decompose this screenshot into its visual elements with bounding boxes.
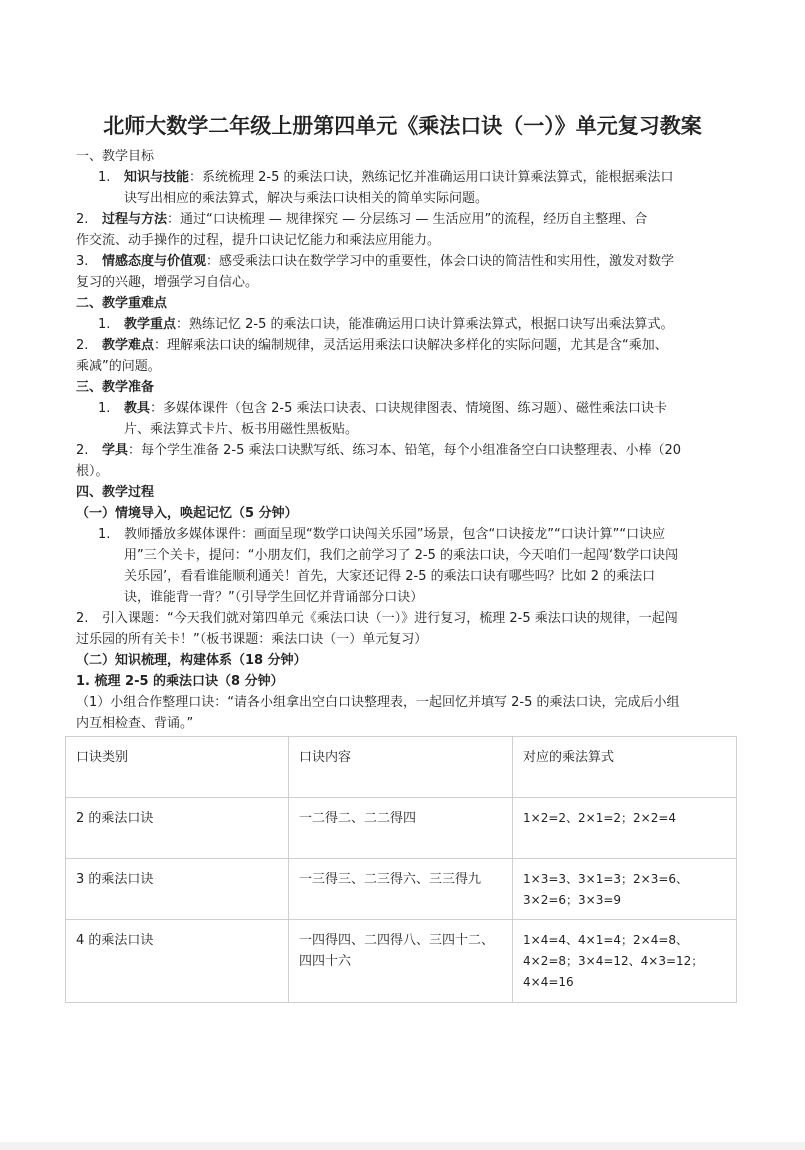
subsection-heading-intro: （一）情境导入，唤起记忆（5 分钟）	[76, 506, 298, 521]
category-cell: 3 的乘法口诀	[66, 859, 289, 920]
objective-item-2-cont: 作交流、动手操作的过程，提升口诀记忆能力和乘法应用能力。	[76, 233, 441, 248]
column-header: 口诀内容	[289, 737, 513, 798]
list-number: 2.	[76, 611, 89, 626]
activity-paragraph-cont: 内互相检查、背诵。”	[76, 716, 194, 731]
process-item-1-cont: 用”三个关卡，提问：“小朋友们，我们之前学习了 2-5 的乘法口诀，今天咱们一起闯‘数学口诀闯	[124, 548, 679, 563]
table-row	[66, 798, 737, 859]
objective-item-1-cont: 诀写出相应的乘法算式，解决与乘法口诀相关的简单实际问题。	[124, 191, 489, 206]
item-label: 教学重点	[124, 317, 177, 332]
item-text: ：多媒体课件（包含 2-5 乘法口诀表、口诀规律图表、情境图、练习题）、磁性乘法口诀卡	[150, 401, 668, 416]
item-label: 知识与技能	[124, 170, 190, 185]
content-cell: 一二得二、二二得四	[289, 798, 513, 859]
item-text: ：熟练记忆 2-5 的乘法口诀，能准确运用口诀计算乘法算式，根据口诀写出乘法算式。	[176, 317, 674, 332]
category-cell: 4 的乘法口诀	[66, 920, 289, 1003]
item-label: 情感态度与价值观	[102, 254, 207, 269]
content-cell: 一四得四、二四得八、三四十二、四四十六	[289, 920, 513, 1003]
table-row	[66, 859, 737, 920]
list-number: 1.	[98, 170, 111, 185]
table-header-row	[66, 737, 737, 798]
process-item-1	[98, 524, 665, 545]
preparation-item-2	[76, 440, 681, 461]
table-row	[66, 920, 737, 1003]
subsection-heading-review: （二）知识梳理，构建体系（18 分钟）	[76, 653, 307, 668]
item-label: 教学难点	[102, 338, 155, 353]
list-number: 1.	[98, 401, 111, 416]
item-text: ：系统梳理 2-5 的乘法口诀，熟练记忆并准确运用口诀计算乘法算式，能根据乘法口	[189, 170, 674, 185]
equation-cell: 1×2=2、2×1=2；2×2=4	[513, 798, 737, 859]
preparation-item-1	[98, 398, 667, 419]
item-label: 过程与方法	[102, 212, 168, 227]
subsection-heading-mult-table: 1. 梳理 2-5 的乘法口诀（8 分钟）	[76, 674, 284, 689]
preparation-item-2-cont: 根）。	[76, 464, 109, 479]
multiplication-table	[65, 736, 737, 1003]
objective-item-3-cont: 复习的兴趣，增强学习自信心。	[76, 275, 259, 290]
process-item-1-cont: 诀，谁能背一背？”（引导学生回忆并背诵部分口诀）	[124, 590, 424, 605]
list-number: 1.	[98, 317, 111, 332]
item-text: 教师播放多媒体课件：画面呈现“数学口诀闯关乐园”场景，包含“口诀接龙”“口诀计算”“口诀应	[124, 527, 666, 542]
section-heading-objectives: 一、教学目标	[76, 149, 155, 164]
category-cell: 2 的乘法口诀	[66, 798, 289, 859]
process-item-2-cont: 过乐园的所有关卡！”（板书课题：乘法口诀（一）单元复习）	[76, 632, 428, 647]
list-number: 2.	[76, 443, 89, 458]
item-text: ：感受乘法口诀在数学学习中的重要性，体会口诀的简洁性和实用性，激发对数学	[206, 254, 675, 269]
section-heading-process: 四、教学过程	[76, 485, 155, 500]
list-number: 2.	[76, 338, 89, 353]
column-header: 对应的乘法算式	[513, 737, 737, 798]
item-text: 引入课题：“今天我们就对第四单元《乘法口诀（一）》进行复习，梳理 2-5 乘法口诀的规律，一起闯	[102, 611, 678, 626]
item-text: ：理解乘法口诀的编制规律，灵活运用乘法口诀解决多样化的实际问题，尤其是含“乘加、	[154, 338, 668, 353]
key-point-item-1	[98, 314, 674, 335]
process-item-2	[76, 608, 678, 629]
column-header: 口诀类别	[66, 737, 289, 798]
equation-cell: 1×4=4、4×1=4；2×4=8、4×2=8；3×4=12、4×3=12；4×4=16	[513, 920, 737, 1003]
section-heading-key-points: 二、教学重难点	[76, 296, 168, 311]
preparation-item-1-cont: 片、乘法算式卡片、板书用磁性黑板贴。	[124, 422, 359, 437]
process-item-1-cont: 关乐园’，看看谁能顺利通关！首先，大家还记得 2-5 的乘法口诀有哪些吗？比如 2 的乘法口	[124, 569, 656, 584]
document-title: 北师大数学二年级上册第四单元《乘法口诀（一）》单元复习教案	[103, 113, 702, 138]
item-label: 教具	[124, 401, 151, 416]
item-label: 学具	[102, 443, 129, 458]
key-point-item-2-cont: 乘减”的问题。	[76, 359, 161, 374]
equation-cell: 1×3=3、3×1=3；2×3=6、3×2=6；3×3=9	[513, 859, 737, 920]
item-text: ：每个学生准备 2-5 乘法口诀默写纸、练习本、铅笔，每个小组准备空白口诀整理表、小棒（20	[128, 443, 682, 458]
objective-item-3	[76, 251, 674, 272]
list-number: 2.	[76, 212, 89, 227]
objective-item-1	[98, 167, 674, 188]
section-heading-preparation: 三、教学准备	[76, 380, 155, 395]
item-text: ：通过“口诀梳理 — 规律探究 — 分层练习 — 生活应用”的流程，经历自主整理、合	[167, 212, 648, 227]
list-number: 1.	[98, 527, 111, 542]
list-number: 3.	[76, 254, 89, 269]
content-cell: 一三得三、二三得六、三三得九	[289, 859, 513, 920]
key-point-item-2	[76, 335, 668, 356]
activity-paragraph: （1）小组合作整理口诀：“请各小组拿出空白口诀整理表，一起回忆并填写 2-5 的乘法口诀，完成后小组	[76, 695, 680, 710]
objective-item-2	[76, 209, 647, 230]
